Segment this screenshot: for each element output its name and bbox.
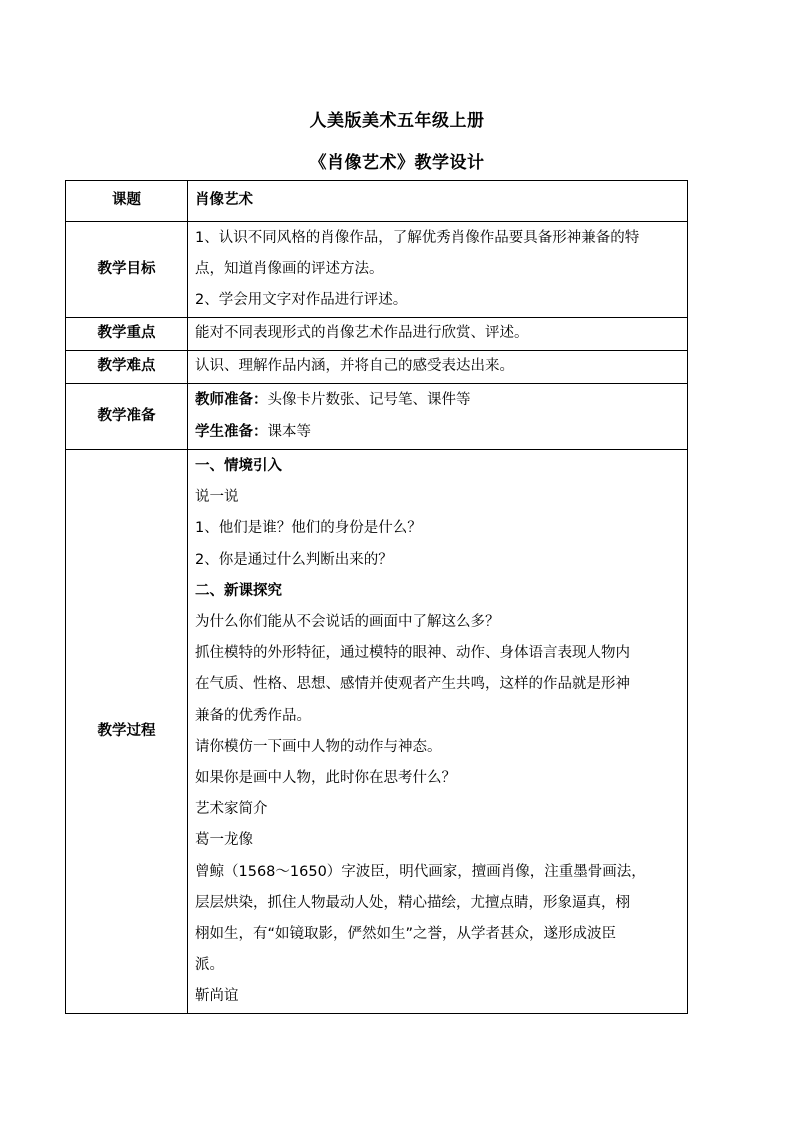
process-line: 兼备的优秀作品。 bbox=[195, 707, 311, 724]
label-preparation: 教学准备 bbox=[66, 384, 188, 450]
process-line: 二、新课探究 bbox=[195, 582, 282, 599]
value-objectives bbox=[188, 222, 688, 318]
process-line: 1、他们是谁？他们的身份是什么？ bbox=[195, 520, 422, 537]
student-preparation bbox=[195, 417, 680, 448]
objective-line-2: 点，知道肖像画的评述方法。 bbox=[195, 260, 384, 277]
row-objectives bbox=[66, 222, 688, 318]
row-topic bbox=[66, 181, 688, 222]
row-key-point bbox=[66, 318, 688, 351]
process-line: 靳尚谊 bbox=[195, 988, 239, 1005]
teacher-preparation-value: 头像卡片数张、记号笔、课件等 bbox=[267, 392, 471, 409]
value-key-point bbox=[188, 318, 688, 351]
label-topic: 课题 bbox=[66, 181, 188, 222]
process-line: 为什么你们能从不会说话的画面中了解这么多？ bbox=[195, 614, 500, 631]
row-difficulty bbox=[66, 351, 688, 384]
process-line: 请你模仿一下画中人物的动作与神态。 bbox=[195, 738, 442, 755]
objective-line-1: 1、认识不同风格的肖像作品，了解优秀肖像作品要具备形神兼备的特 bbox=[195, 229, 640, 246]
value-process bbox=[188, 450, 688, 1014]
label-key-point: 教学重点 bbox=[66, 318, 188, 351]
topic-text: 肖像艺术 bbox=[195, 192, 253, 209]
row-preparation bbox=[66, 384, 688, 450]
lesson-plan-table bbox=[65, 180, 688, 1014]
label-process: 教学过程 bbox=[66, 450, 188, 1014]
value-topic bbox=[188, 181, 688, 222]
student-preparation-value: 课本等 bbox=[267, 423, 311, 440]
row-process bbox=[66, 450, 688, 1014]
label-difficulty: 教学难点 bbox=[66, 351, 188, 384]
value-preparation bbox=[188, 384, 688, 450]
process-line: 2、你是通过什么判断出来的？ bbox=[195, 551, 393, 568]
process-line: 栩如生，有“如镜取影，俨然如生”之誉，从学者甚众，遂形成波臣 bbox=[195, 926, 617, 943]
process-line: 艺术家简介 bbox=[195, 801, 268, 818]
process-line: 曾鲸（1568～1650）字波臣，明代画家，擅画肖像，注重墨骨画法， bbox=[195, 863, 646, 880]
process-line: 在气质、性格、思想、感情并使观者产生共鸣，这样的作品就是形神 bbox=[195, 676, 630, 693]
process-line: 一、情境引入 bbox=[195, 458, 282, 474]
process-line: 派。 bbox=[195, 957, 224, 974]
student-preparation-label: 学生准备： bbox=[195, 423, 268, 440]
label-objectives: 教学目标 bbox=[66, 222, 188, 318]
document-title: 人美版美术五年级上册 bbox=[309, 111, 485, 131]
objective-line-3: 2、学会用文字对作品进行评述。 bbox=[195, 292, 408, 309]
difficulty-text: 认识、理解作品内涵，并将自己的感受表达出来。 bbox=[195, 358, 514, 375]
teacher-preparation bbox=[195, 385, 680, 416]
process-line: 抓住模特的外形特征，通过模特的眼神、动作、身体语言表现人物内 bbox=[195, 645, 630, 662]
teacher-preparation-label: 教师准备： bbox=[195, 392, 268, 409]
key-point-text: 能对不同表现形式的肖像艺术作品进行欣赏、评述。 bbox=[195, 325, 529, 342]
process-line: 如果你是画中人物，此时你在思考什么？ bbox=[195, 770, 456, 787]
document-subtitle: 《肖像艺术》教学设计 bbox=[309, 153, 485, 173]
process-line: 葛一龙像 bbox=[195, 832, 253, 849]
process-line: 层层烘染，抓住人物最动人处，精心描绘，尤擅点睛，形象逼真，栩 bbox=[195, 894, 630, 911]
value-difficulty bbox=[188, 351, 688, 384]
process-line: 说一说 bbox=[195, 489, 239, 506]
